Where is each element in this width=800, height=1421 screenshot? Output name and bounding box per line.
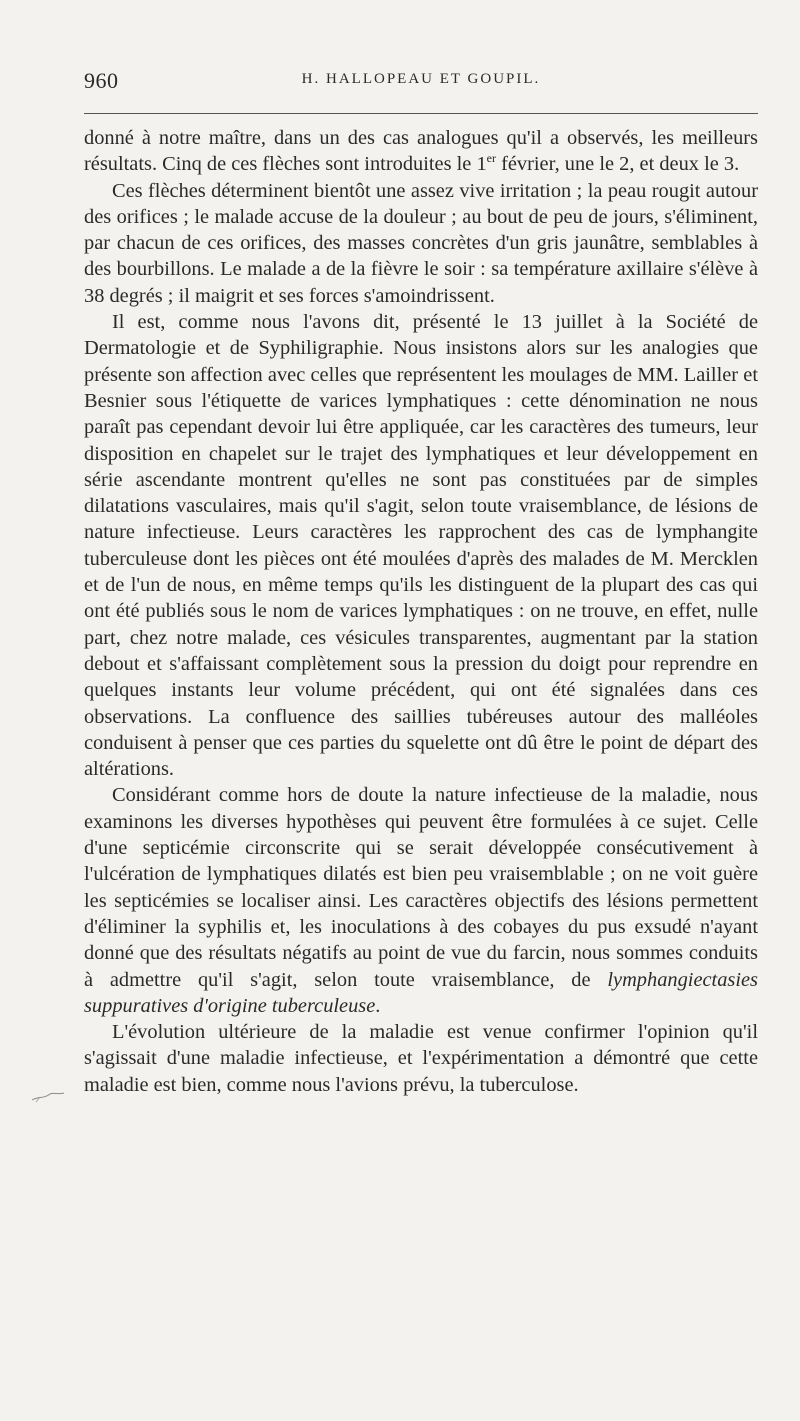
paragraph-1-text-end: février, une le 2, et deux le 3.	[495, 153, 740, 176]
paragraph-3: Il est, comme nous l'avons dit, présenté le 13 juillet à la Société de Dermatologie et de Syphiligraphie. Nous insistons alors sur les analogies que présente son affection avec celles que représentent les moulages de MM. Lailler et Besnier sous l'étiquette de varices lymphatiques : cette dénomination ne nous paraît pas cependant devoir lui être appliquée, car les caractères des tumeurs, leur disposition en chapelet sur le trajet des lymphatiques et leur développement en série ascendante montrent qu'elles ne sont pas constituées par de simples dilatations vasculaires, mais qu'il s'agit, selon toute vraisemblance, de lésions de nature infectieuse. Leurs caractères les rapprochent des cas de lymphangite tuberculeuse dont les pièces ont été moulées d'après des malades de M. Mercklen et de l'un de nous, en même temps qu'ils les distinguent de la plupart des cas qui ont été publiés sous le nom de varices lymphatiques : on ne trouve, en effet, nulle part, chez notre malade, ces vésicules transparentes, augmentant par la station debout et s'affaissant complètement sous la pression du doigt pour reprendre en quelques instants leur volume précédent, qui ont été signalées dans ces observations. La confluence des saillies tubéreuses autour des malléoles conduisent à penser que ces parties du squelette ont dû être le point de départ des altérations.	[84, 311, 758, 781]
running-head: H. HALLOPEAU ET GOUPIL.	[301, 71, 541, 87]
paragraph-1	[84, 125, 758, 178]
margin-pencil-mark	[30, 1090, 68, 1104]
paragraph-2: Ces flèches déterminent bientôt une assez vive irritation ; la peau rougit autour des orifices ; le malade accuse de la douleur ; au bout de peu de jours, s'éliminent, par chacun de ces orifices, des masses concrètes d'un gris jaunâtre, semblables à des bourbillons. Le malade a de la fièvre le soir : sa température axillaire s'élève à 38 degrés ; il maigrit et ses forces s'amoindrissent.	[84, 179, 758, 307]
paragraph-5: L'évolution ultérieure de la maladie est venue confirmer l'opinion qu'il s'agissait d'une maladie infectieuse, et l'expérimentation a démontré que cette maladie est bien, comme nous l'avions prévu, la tuberculose.	[84, 1021, 758, 1096]
paragraph-1-date-number: 1	[476, 153, 487, 176]
paragraph-4-text-end: .	[375, 994, 381, 1017]
body-text	[84, 125, 758, 1098]
page-number: 960	[84, 68, 119, 93]
paragraph-4	[84, 782, 758, 1019]
paragraph-1-text: donné à notre maître, dans un des cas analogues qu'il a observés, les meilleurs résultats. Cinq de ces flèches sont introduites le	[84, 127, 758, 176]
paragraph-4-text: Considérant comme hors de doute la nature infectieuse de la maladie, nous examinons les diverses hypothèses qui peuvent être formulées à ce sujet. Celle d'une septicémie circonscrite qui se serait développée consécutivement à l'ulcération de lymphatiques dilatés est bien peu vraisemblable ; on ne voit guère les septicémies se localiser ainsi. Les caractères objectifs des lésions permettent d'éliminer la syphilis et, les inoculations à des cobayes du pus exsudé n'ayant donné que des résultats négatifs au point de vue du farcin, nous sommes conduits à admettre qu'il s'agit, selon toute vraisemblance, de	[84, 784, 758, 991]
page-header	[84, 68, 758, 98]
paragraph-1-superscript: er	[486, 151, 496, 166]
header-rule	[84, 113, 758, 114]
paragraph-4-italic: lymphangiectasies suppuratives d'origine tuberculeuse	[84, 968, 758, 1017]
